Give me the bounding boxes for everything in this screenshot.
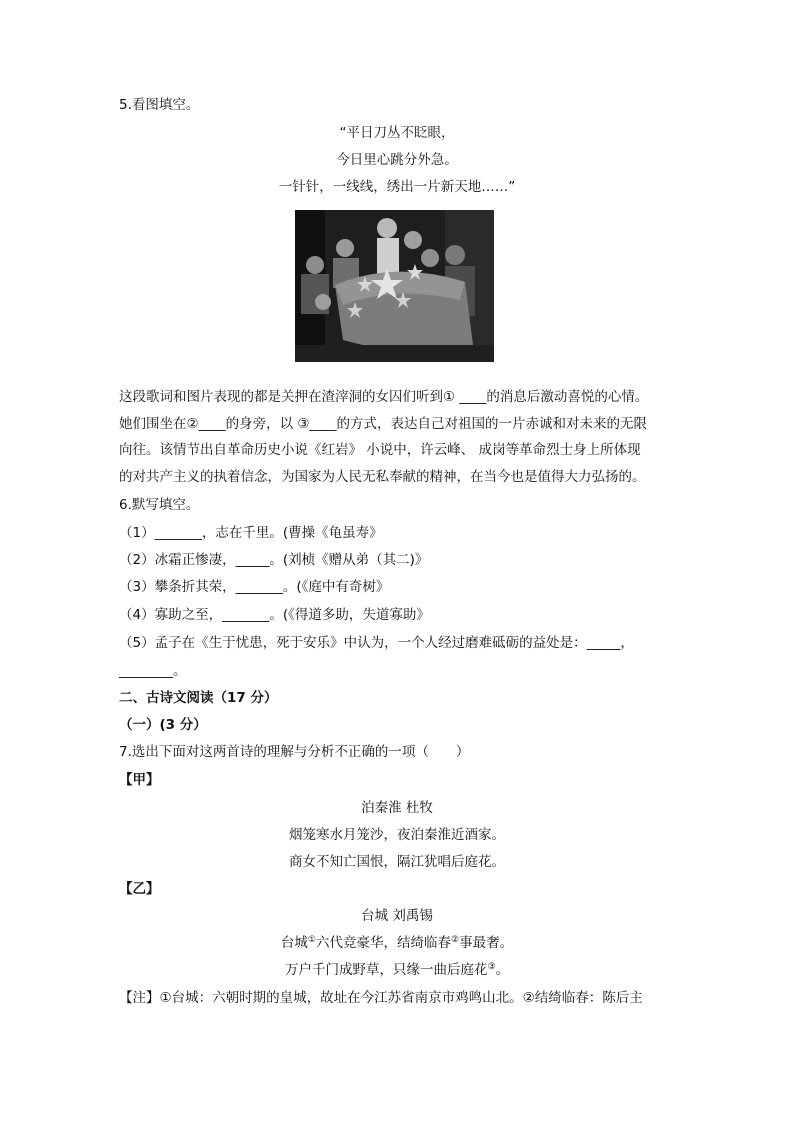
- question-5-paragraph: [119, 384, 675, 490]
- fill-item-3: （3）攀条折其荣，_______。(《庭中有奇树》: [119, 579, 390, 595]
- jia-poem-line-2: 商女不知亡国恨，隔江犹唱后庭花。: [289, 854, 505, 870]
- question-7-title: 7.选出下面对这两首诗的理解与分析不正确的一项（ ）: [119, 744, 470, 760]
- fill-item-5: （5）孟子在《生于忧患，死于安乐》中认为，一个人经过磨难砥砺的益处是：_____，: [119, 635, 634, 651]
- section-2-subheading: （一）(3 分）: [119, 717, 207, 733]
- footnote-marker-1: ①: [307, 935, 316, 945]
- fill-item-5-continued: ________。: [119, 663, 187, 679]
- paragraph-line: 她们围坐在②____的身旁，以 ③____的方式，表达自己对祖国的一片赤诚和对未来的无限: [119, 415, 647, 432]
- question-5-title: 5.看图填空。: [119, 97, 200, 113]
- yi-line2-part-b: 。: [495, 962, 510, 978]
- yi-poem-title: 台城 刘禹锡: [361, 908, 433, 924]
- yi-line1-part-c: 事最奢。: [459, 935, 514, 951]
- poem-line-3: 一针针，一线线，绣出一片新天地……”: [278, 179, 516, 195]
- fill-item-1: （1）_______，志在千里。(曹操《龟虽寿》: [119, 525, 383, 541]
- footnote-marker-2: ②: [451, 935, 460, 945]
- photo-illustration: [295, 210, 494, 362]
- jia-poem-line-1: 烟笼寒水月笼沙，夜泊秦淮近酒家。: [289, 827, 505, 843]
- paragraph-line: 的对共产主义的执着信念，为国家为人民无私奉献的精神，在当今也是值得大力弘扬的。: [119, 468, 646, 485]
- poem-line-2: 今日里心跳分外急。: [336, 152, 458, 168]
- footnote-text: 【注】①台城：六朝时期的皇城，故址在今江苏省南京市鸡鸣山北。②结绮临春：陈后主: [119, 990, 643, 1006]
- section-2-heading: 二、古诗文阅读（17 分）: [119, 690, 278, 706]
- yi-line2-part-a: 万户千门成野草，只缘一曲后庭花: [284, 962, 488, 978]
- fill-item-2: （2）冰霜正惨凄，_____。(刘桢《赠从弟（其二)》: [119, 552, 429, 568]
- yi-line1-part-b: 六代竞豪华，结绮临春: [316, 935, 451, 951]
- paragraph-line: 这段歌词和图片表现的都是关押在渣滓洞的女囚们听到① ____的消息后激动喜悦的心情。: [119, 389, 649, 405]
- yi-line1-part-a: 台城: [280, 935, 308, 951]
- historical-photo: [295, 210, 494, 362]
- yi-poem-line-2: [119, 960, 675, 980]
- yi-label: 【乙】: [119, 881, 160, 897]
- jia-label: 【甲】: [119, 772, 160, 788]
- paragraph-line: 向往。该情节出自革命历史小说《红岩》 小说中，许云峰、 成岗等革命烈士身上所体现: [119, 442, 641, 458]
- jia-poem-title: 泊秦淮 杜牧: [361, 800, 433, 816]
- fill-item-4: （4）寡助之至，_______。(《得道多助，失道寡助》: [119, 607, 430, 623]
- poem-line-1: “平日刀丛不眨眼，: [339, 125, 455, 141]
- yi-poem-line-1: [119, 933, 675, 953]
- question-6-title: 6.默写填空。: [119, 497, 200, 513]
- footnote-marker-3: ③: [487, 962, 496, 972]
